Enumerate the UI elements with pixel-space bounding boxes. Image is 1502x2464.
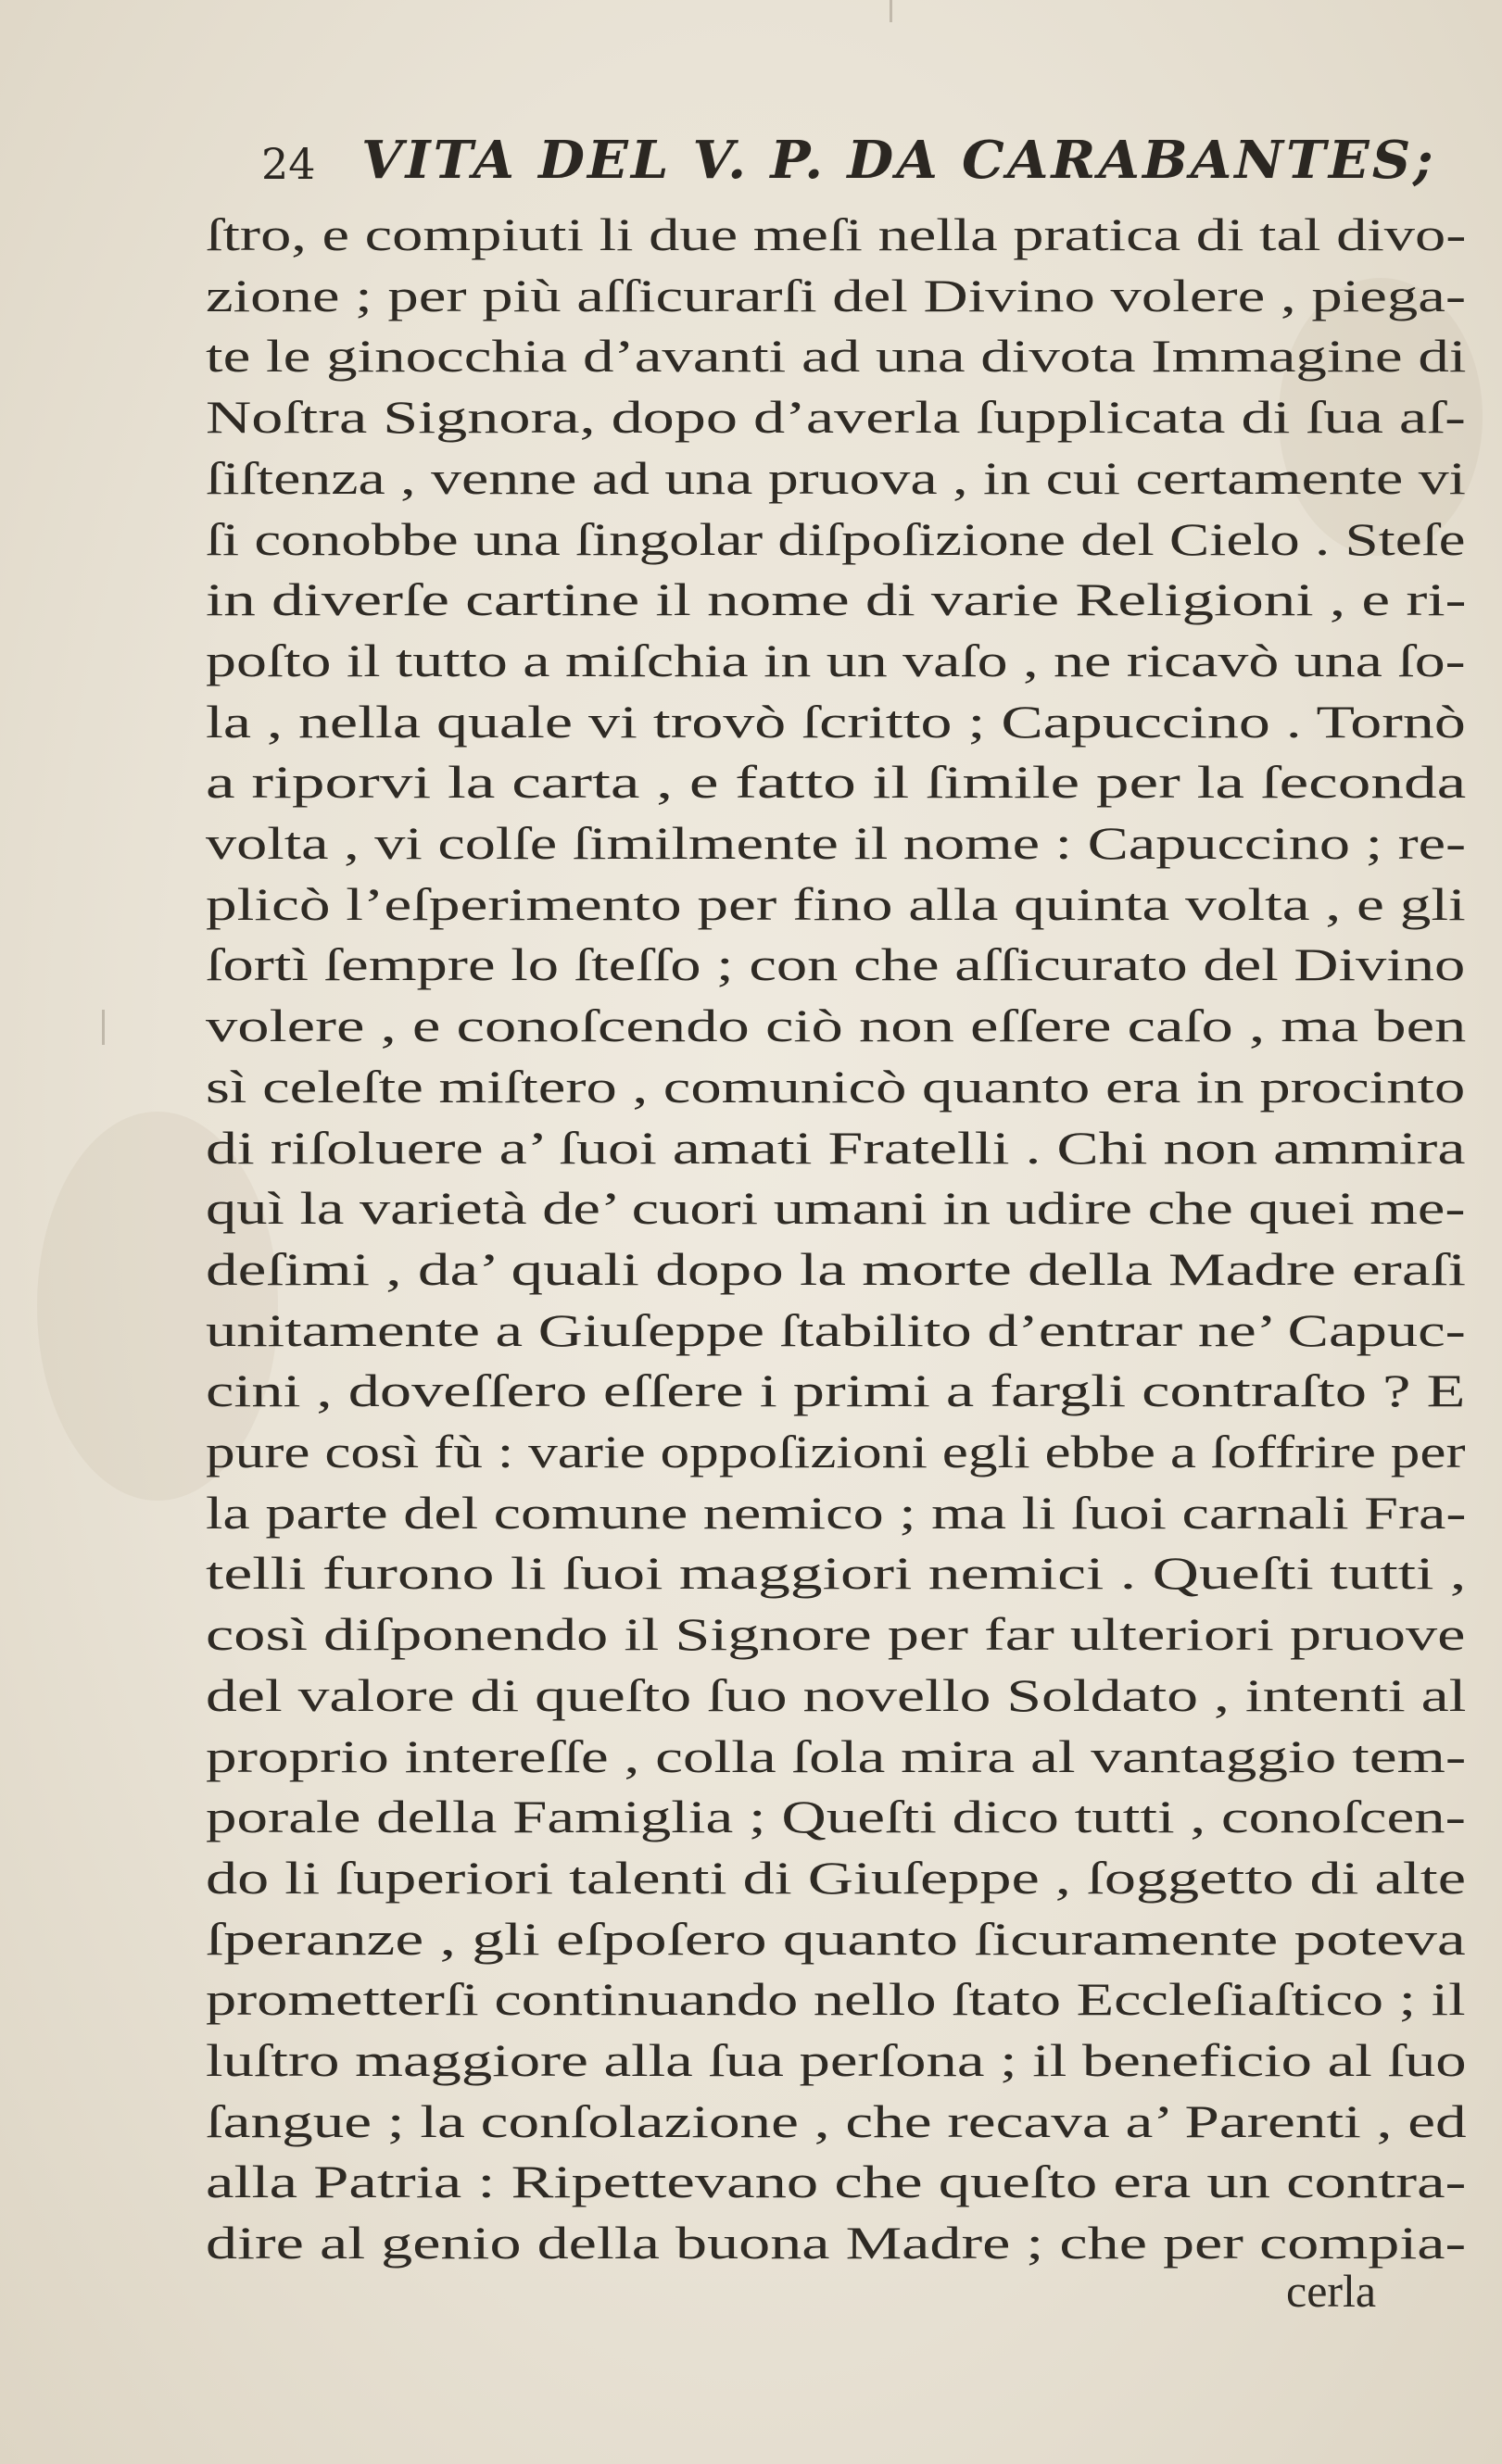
text-line: pure così fù : varie oppoſizioni egli ebbe a ſoffrire per [206, 1426, 1466, 1477]
text-line: zione ; per più aſſicurarſi del Divino volere , piega- [206, 270, 1467, 321]
text-line: te le ginocchia d’avanti ad una divota Immagine di [206, 330, 1467, 382]
text-line: Noſtra Signora, dopo d’averla ſupplicata di ſua aſ- [206, 391, 1466, 443]
text-line: plicò l’eſperimento per fino alla quinta volta , e gli [206, 878, 1466, 930]
text-line: sì celeſte miſtero , comunicò quanto era in procinto [206, 1061, 1466, 1113]
page-header [261, 130, 1484, 204]
text-line: ſangue ; la conſolazione , che recava a’ Parenti , ed [206, 2095, 1467, 2147]
text-line: alla Patria : Ripettevano che queſto era un contra- [206, 2156, 1467, 2207]
text-line: di riſoluere a’ ſuoi amati Fratelli . Chi non ammira [206, 1122, 1466, 1174]
text-line: do li ſuperiori talenti di Giuſeppe , ſoggetto di alte [206, 1852, 1467, 1904]
text-line: luſtro maggiore alla ſua perſona ; il beneficio al ſuo [206, 2034, 1467, 2086]
text-line: ſtro, e compiuti li due meſi nella pratica di tal divo- [206, 208, 1467, 260]
text-line: la parte del comune nemico ; ma li ſuoi carnali Fra- [206, 1487, 1467, 1539]
text-line: telli furono li ſuoi maggiori nemici . Queſti tutti , [206, 1547, 1467, 1599]
margin-mark [890, 0, 892, 22]
text-line: del valore di queſto ſuo novello Soldato , intenti al [206, 1669, 1467, 1721]
text-line: volta , vi colſe ſimilmente il nome : Capuccino ; re- [206, 817, 1467, 869]
text-line: ſortì ſempre lo ſteſſo ; con che aſſicurato del Divino [206, 938, 1466, 990]
text-line: deſimi , da’ quali dopo la morte della Madre eraſi [206, 1243, 1467, 1295]
text-line: dire al genio della buona Madre ; che per compia- [206, 2217, 1467, 2269]
text-line: in diverſe cartine il nome di varie Religioni , e ri- [206, 573, 1467, 625]
text-line: ſperanze , gli eſpoſero quanto ſicuramente poteva [206, 1913, 1466, 1965]
running-title: VITA DEL V. P. DA CARABANTES; [361, 130, 1436, 191]
text-line: unitamente a Giuſeppe ſtabilito d’entrar ne’ Capuc- [206, 1304, 1466, 1356]
text-line: porale della Famiglia ; Queſti dico tutti , conoſcen- [206, 1791, 1466, 1842]
text-line: proprio intereſſe , colla ſola mira al vantaggio tem- [206, 1730, 1467, 1782]
text-line: prometterſi continuando nello ſtato Eccleſiaſtico ; il [206, 1973, 1466, 2025]
page-number: 24 [261, 139, 316, 189]
text-line: cini , doveſſero eſſere i primi a fargli contraſto ? E [206, 1364, 1466, 1416]
catchword: cerla [1286, 2265, 1377, 2317]
text-line: volere , e conoſcendo ciò non eſſere caſo , ma ben [206, 999, 1467, 1051]
text-line: poſto il tutto a miſchia in un vaſo , ne ricavò una ſo- [206, 635, 1466, 686]
text-line: ſi conobbe una ſingolar diſpoſizione del Cielo . Steſe [206, 513, 1466, 565]
text-line: a riporvi la carta , e fatto il ſimile per la ſeconda [206, 756, 1467, 808]
text-line: la , nella quale vi trovò ſcritto ; Capuccino . Tornò [206, 696, 1466, 748]
margin-mark [102, 1010, 105, 1045]
text-line: così diſponendo il Signore per far ulteriori pruove [206, 1608, 1466, 1660]
text-line: quì la varietà de’ cuori umani in udire che quei me- [206, 1182, 1466, 1234]
text-line: ſiſtenza , venne ad una pruova , in cui certamente vi [206, 452, 1466, 504]
